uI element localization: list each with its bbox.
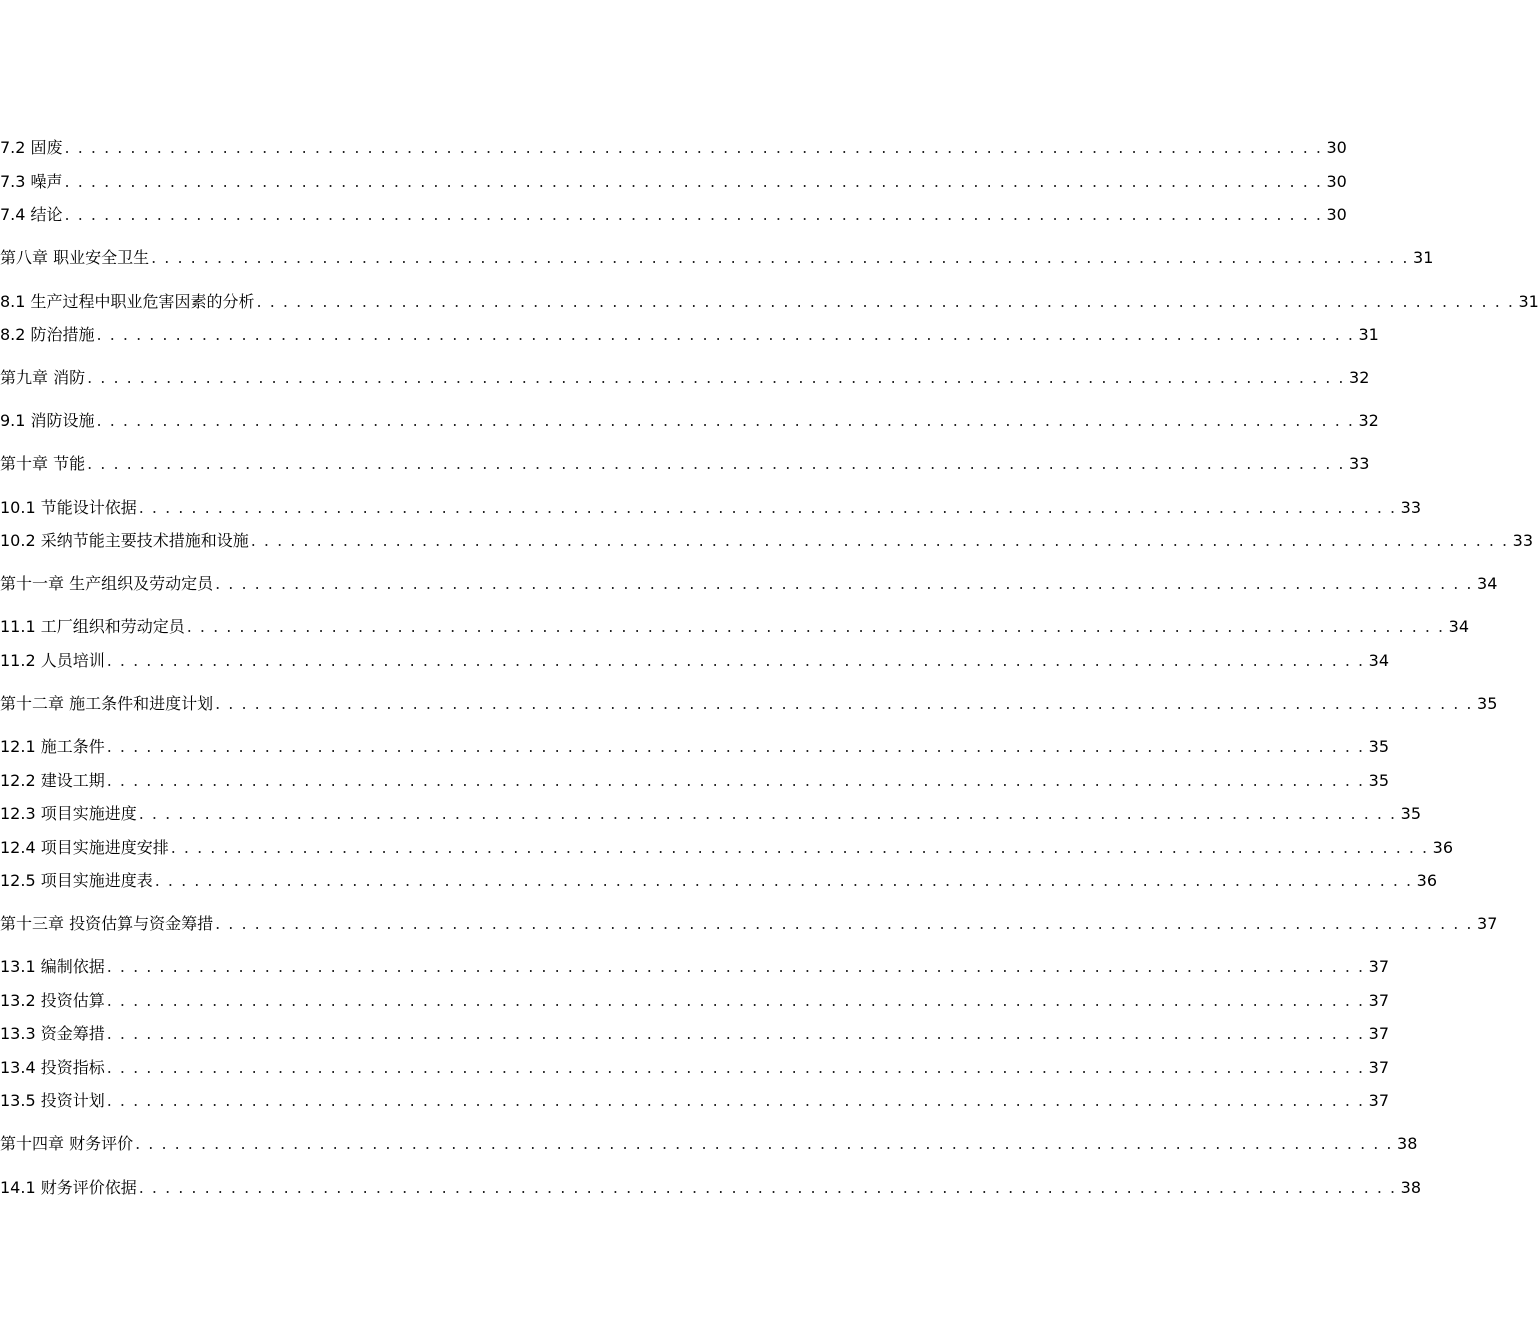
toc-entry[interactable]: [0, 1055, 1389, 1078]
toc-entry-page: 35: [1400, 804, 1421, 823]
toc-entry-title: 8.2 防治措施: [0, 325, 95, 344]
toc-entry-title: 11.2 人员培训: [0, 651, 105, 670]
dot-leader: [215, 694, 1473, 713]
toc-entry-page: 31: [1518, 292, 1539, 311]
toc-entry[interactable]: [0, 202, 1347, 225]
toc-entry-page: 32: [1358, 411, 1379, 430]
toc-chapter-page: 37: [1477, 914, 1498, 933]
dot-leader: [139, 804, 1397, 823]
toc-entry[interactable]: [0, 801, 1421, 824]
toc-entry-title: 14.1 财务评价依据: [0, 1178, 137, 1197]
toc-entry[interactable]: [0, 614, 1469, 637]
toc-entry-page: 33: [1400, 498, 1421, 517]
toc-entry[interactable]: [0, 1175, 1421, 1198]
dot-leader: [87, 454, 1345, 473]
toc-entry-page: 34: [1368, 651, 1389, 670]
toc-entry-page: 31: [1358, 325, 1379, 344]
toc-entry[interactable]: [0, 1021, 1389, 1044]
toc-entry-page: 30: [1326, 172, 1347, 191]
toc-chapter-page: 35: [1477, 694, 1498, 713]
toc-entry-page: 35: [1368, 771, 1389, 790]
toc-entry-title: 13.2 投资估算: [0, 991, 105, 1010]
toc-chapter-page: 31: [1413, 248, 1434, 267]
toc-entry[interactable]: [0, 835, 1453, 858]
dot-leader: [107, 957, 1365, 976]
toc-entry-title: 7.3 噪声: [0, 172, 63, 191]
toc-entry-title: 7.4 结论: [0, 205, 63, 224]
toc-entry-title: 8.1 生产过程中职业危害因素的分析: [0, 292, 255, 311]
toc-entry-title: 12.1 施工条件: [0, 737, 105, 756]
dot-leader: [187, 617, 1445, 636]
dot-leader: [65, 205, 1323, 224]
toc-chapter[interactable]: [0, 911, 1497, 934]
dot-leader: [135, 1134, 1393, 1153]
toc-entry-page: 36: [1416, 871, 1437, 890]
toc-entry-page: 33: [1512, 531, 1533, 550]
toc-entry[interactable]: [0, 322, 1379, 345]
dot-leader: [107, 651, 1365, 670]
toc-entry-title: 7.2 固废: [0, 138, 63, 157]
toc-entry[interactable]: [0, 954, 1389, 977]
toc-chapter[interactable]: [0, 1131, 1417, 1154]
toc-chapter-title: 第十三章 投资估算与资金筹措: [0, 914, 214, 933]
toc-entry-title: 9.1 消防设施: [0, 411, 95, 430]
toc-entry[interactable]: [0, 528, 1533, 551]
toc-entry-page: 30: [1326, 138, 1347, 157]
toc-entry-title: 13.3 资金筹措: [0, 1024, 105, 1043]
dot-leader: [151, 248, 1409, 267]
dot-leader: [171, 838, 1429, 857]
toc-chapter[interactable]: [0, 245, 1433, 268]
toc-chapter-page: 33: [1349, 454, 1370, 473]
toc-entry[interactable]: [0, 408, 1379, 431]
toc-chapter-title: 第十二章 施工条件和进度计划: [0, 694, 214, 713]
toc-chapter-title: 第八章 职业安全卫生: [0, 248, 150, 267]
toc-entry[interactable]: [0, 1088, 1389, 1111]
toc-entry-page: 35: [1368, 737, 1389, 756]
toc-entry[interactable]: [0, 135, 1347, 158]
toc-chapter[interactable]: [0, 451, 1369, 474]
dot-leader: [107, 737, 1365, 756]
dot-leader: [87, 368, 1345, 387]
toc-entry-page: 37: [1368, 1058, 1389, 1077]
dot-leader: [215, 574, 1473, 593]
toc-chapter-title: 第十四章 财务评价: [0, 1134, 134, 1153]
dot-leader: [215, 914, 1473, 933]
dot-leader: [107, 1024, 1365, 1043]
toc-chapter-title: 第十一章 生产组织及劳动定员: [0, 574, 214, 593]
toc-entry-title: 12.4 项目实施进度安排: [0, 838, 169, 857]
dot-leader: [107, 1058, 1365, 1077]
toc-chapter-page: 32: [1349, 368, 1370, 387]
dot-leader: [107, 1091, 1365, 1110]
dot-leader: [65, 172, 1323, 191]
toc-entry-title: 10.2 采纳节能主要技术措施和设施: [0, 531, 249, 550]
dot-leader: [155, 871, 1413, 890]
dot-leader: [107, 771, 1365, 790]
toc-entry[interactable]: [0, 289, 1539, 312]
toc-entry-page: 30: [1326, 205, 1347, 224]
toc-chapter[interactable]: [0, 691, 1497, 714]
toc-chapter-title: 第十章 节能: [0, 454, 86, 473]
toc-chapter-page: 38: [1397, 1134, 1418, 1153]
toc-entry[interactable]: [0, 169, 1347, 192]
toc-entry-page: 34: [1448, 617, 1469, 636]
dot-leader: [97, 411, 1355, 430]
toc-entry-title: 12.3 项目实施进度: [0, 804, 137, 823]
toc-entry-page: 37: [1368, 957, 1389, 976]
toc-entry-page: 37: [1368, 991, 1389, 1010]
toc-entry[interactable]: [0, 734, 1389, 757]
dot-leader: [257, 292, 1515, 311]
toc-entry-title: 12.2 建设工期: [0, 771, 105, 790]
toc-entry-title: 11.1 工厂组织和劳动定员: [0, 617, 185, 636]
toc-entry-title: 13.4 投资指标: [0, 1058, 105, 1077]
toc-chapter[interactable]: [0, 365, 1369, 388]
toc-entry[interactable]: [0, 768, 1389, 791]
toc-entry[interactable]: [0, 495, 1421, 518]
toc-entry[interactable]: [0, 868, 1437, 891]
dot-leader: [65, 138, 1323, 157]
toc-chapter-title: 第九章 消防: [0, 368, 86, 387]
toc-entry-page: 36: [1432, 838, 1453, 857]
dot-leader: [251, 531, 1509, 550]
toc-entry-title: 13.5 投资计划: [0, 1091, 105, 1110]
dot-leader: [139, 1178, 1397, 1197]
dot-leader: [107, 991, 1365, 1010]
toc-entry-page: 37: [1368, 1024, 1389, 1043]
toc-entry-title: 10.1 节能设计依据: [0, 498, 137, 517]
toc-chapter-page: 34: [1477, 574, 1498, 593]
toc-entry-page: 37: [1368, 1091, 1389, 1110]
toc-entry-page: 38: [1400, 1178, 1421, 1197]
toc-entry[interactable]: [0, 988, 1389, 1011]
toc-entry[interactable]: [0, 648, 1389, 671]
dot-leader: [139, 498, 1397, 517]
dot-leader: [97, 325, 1355, 344]
toc-chapter[interactable]: [0, 571, 1497, 594]
toc-entry-title: 12.5 项目实施进度表: [0, 871, 153, 890]
toc-entry-title: 13.1 编制依据: [0, 957, 105, 976]
